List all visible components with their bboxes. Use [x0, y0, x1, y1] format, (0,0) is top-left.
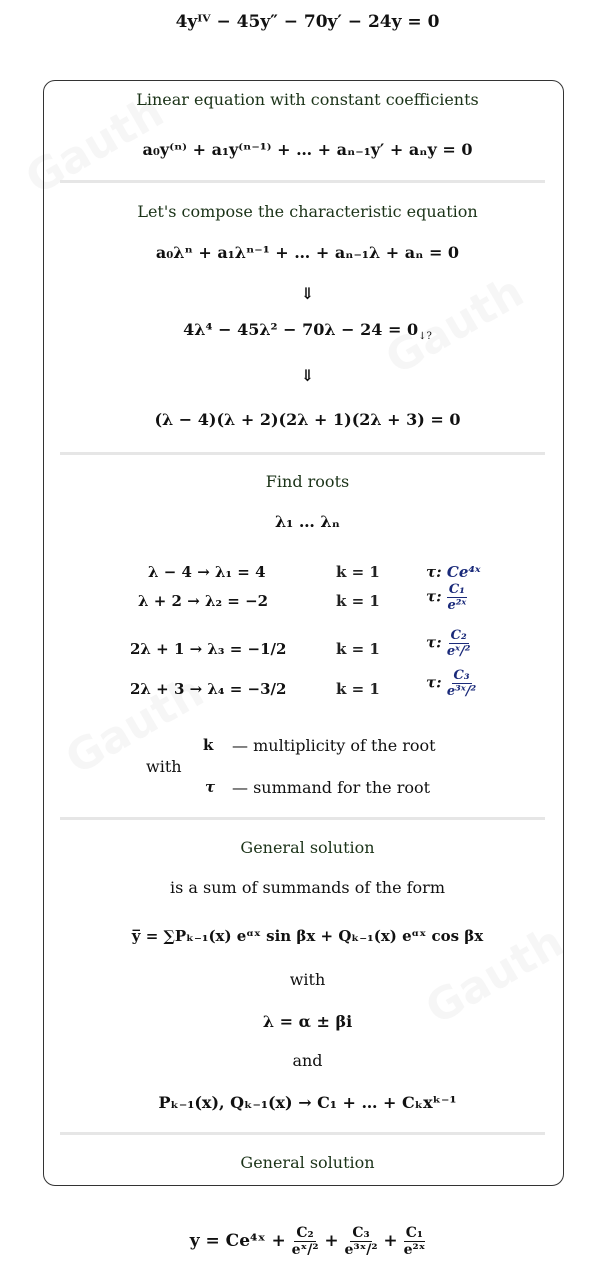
polynomial-form: Pₖ₋₁(x), Qₖ₋₁(x) → C₁ + … + Cₖxᵏ⁻¹ — [158, 1093, 457, 1112]
tau-label: τ: — [426, 587, 442, 606]
tau-label: τ: — [426, 563, 442, 581]
down-arrow: ⇓ — [300, 366, 315, 385]
summand: $\frac{\text{C₂}}{\text{eˣ/²}}$ — [446, 628, 471, 659]
root-factor: λ − 4 → λ₁ = 4 — [148, 563, 266, 581]
root-factor: 2λ + 3 → λ₄ = −3/2 — [130, 680, 287, 698]
and-label: and — [292, 1051, 323, 1070]
root-multiplicity: k = 1 — [336, 563, 380, 581]
characteristic-equation: $4\lambda^4 - 45\lambda^2 - 70\lambda - 24 = 0_{↓?}$ — [183, 320, 432, 343]
tau-symbol: τ — [205, 778, 216, 796]
summand: $\frac{\text{C₁}}{\text{e²ˣ}}$ — [447, 582, 467, 613]
with-label: with — [146, 757, 182, 776]
factored-equation: (λ − 4)(λ + 2)(2λ + 1)(2λ + 3) = 0 — [154, 410, 461, 429]
root-factor: λ + 2 → λ₂ = −2 — [138, 592, 269, 610]
down-arrow: ⇓ — [300, 284, 315, 303]
general-form: y̅ = ∑Pₖ₋₁(x) eᵅˣ sin βx + Qₖ₋₁(x) eᵅˣ cos βx — [131, 927, 484, 945]
characteristic-general: a₀λⁿ + a₁λⁿ⁻¹ + … + aₙ₋₁λ + aₙ = 0 — [155, 243, 460, 262]
summand: Ce⁴ˣ — [446, 563, 481, 581]
tau-label: τ: — [426, 673, 442, 692]
section-title: Let's compose the characteristic equation — [137, 202, 478, 221]
root-multiplicity: k = 1 — [336, 592, 380, 610]
hint-link[interactable]: ↓? — [418, 331, 432, 343]
lambda-form: λ = α ± βi — [262, 1012, 353, 1031]
final-answer: y = Ce⁴ˣ + $\frac{\text{C₂}}{\text{eˣ/²}}$ + $\frac{\text{C₃}}{\text{e³ˣ/²}}$ + $\frac{\text{C₁}}{\text{e²ˣ}}$ — [189, 1225, 426, 1258]
summand: $\frac{\text{C₃}}{\text{e³ˣ/²}}$ — [446, 668, 477, 699]
k-description: — multiplicity of the root — [232, 736, 436, 755]
section-title: General solution — [240, 1153, 375, 1172]
divider — [60, 452, 545, 455]
divider — [60, 180, 545, 183]
section-subtitle: is a sum of summands of the form — [170, 878, 445, 897]
given-equation: 4yᴵⱽ − 45y″ − 70y′ − 24y = 0 — [175, 12, 440, 32]
section-title: General solution — [240, 838, 375, 857]
general-linear-equation: a₀y⁽ⁿ⁾ + a₁y⁽ⁿ⁻¹⁾ + … + aₙ₋₁y′ + aₙy = 0 — [142, 140, 473, 159]
tau-description: — summand for the root — [232, 778, 431, 797]
roots-label: λ₁ … λₙ — [275, 512, 340, 531]
section-title: Find roots — [265, 472, 350, 491]
tau-label: τ: — [426, 633, 442, 652]
section-title: Linear equation with constant coefficients — [136, 90, 479, 109]
with-label: with — [289, 970, 326, 989]
divider — [60, 1132, 545, 1135]
k-symbol: k — [203, 736, 214, 754]
root-factor: 2λ + 1 → λ₃ = −1/2 — [130, 640, 287, 658]
root-multiplicity: k = 1 — [336, 680, 380, 698]
root-multiplicity: k = 1 — [336, 640, 380, 658]
divider — [60, 817, 545, 820]
